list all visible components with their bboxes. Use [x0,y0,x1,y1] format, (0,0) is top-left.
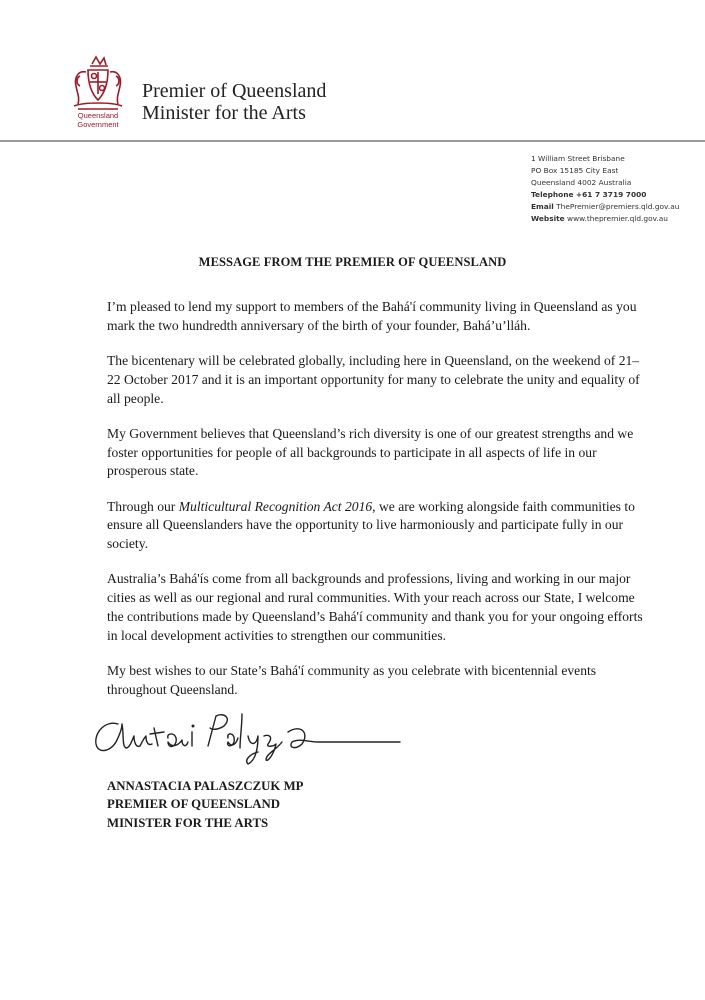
letterhead [66,54,666,134]
address-website [531,213,679,225]
address-line-3: Queensland 4002 Australia [531,178,632,188]
office-title [142,80,326,124]
queensland-coat-of-arms-icon [66,54,130,130]
paragraph-4 [107,498,652,554]
signature [88,702,408,772]
crest-line-queensland: Queensland [77,111,119,120]
paragraph-4-rest: , we are working alongside faith communities to ensure all Queenslanders have the opportunity to live harmoniously and participate fully in our society. [107,498,635,552]
contact-address [531,153,679,226]
message-body [107,298,652,716]
crest-wordmark [66,112,130,129]
paragraph-5: Australia’s Bahá'ís come from all backgrounds and professions, living and working in our major cities as well as our regional and rural communities. With your reach across our State, I welcome the contributions made by Queensland’s Bahá'í community and thank you for your ongoing efforts in local development activities to strengthen our communities. [107,571,643,643]
act-title: Multicultural Recognition Act 2016 [178,498,373,514]
address-line-1: 1 William Street Brisbane [531,154,625,163]
paragraph-2: The bicentenary will be celebrated globally, including here in Queensland, on the weekend of 21–22 October 2017 and it is an important opportunity for many to celebrate the unity and equality of all people. [107,352,640,406]
page-title: MESSAGE FROM THE PREMIER OF QUEENSLAND [198,255,507,269]
email-value[interactable]: ThePremier@premiers.qld.gov.au [556,202,680,212]
email-label: Email [531,202,554,212]
address-line-2: PO Box 15185 City East [531,166,619,176]
header-divider [0,140,705,142]
website-value[interactable]: www.thepremier.qld.gov.au [567,214,668,224]
paragraph-6: My best wishes to our State’s Bahá'í community as you celebrate with bicentennial events throughout Queensland. [107,662,597,697]
office-title-premier: Premier of Queensland [142,80,327,102]
paragraph-4-lead: Through our [107,498,179,514]
paragraph-3: My Government believes that Queensland’s rich diversity is one of our greatest strengths and we foster opportunities for people of all backgrounds to participate in all aspects of life in our prosperous state. [107,425,634,479]
signatory-title-premier: PREMIER OF QUEENSLAND [107,797,281,812]
signatory-name: ANNASTACIA PALASZCZUK MP [107,779,304,793]
crest-line-government: Government [77,119,119,129]
signatory-block [107,777,303,832]
telephone-label: Telephone [531,190,574,200]
website-label: Website [531,214,565,224]
office-title-minister: Minister for the Arts [142,102,306,124]
paragraph-1: I’m pleased to lend my support to members of the Bahá'í community living in Queensland as you mark the two hundredth anniversary of the birth of your founder, Bahá’u’lláh. [107,299,637,333]
address-telephone [531,189,679,201]
address-email [531,201,679,213]
signatory-title-minister: MINISTER FOR THE ARTS [107,815,269,830]
telephone-value: +61 7 3719 7000 [575,190,647,200]
